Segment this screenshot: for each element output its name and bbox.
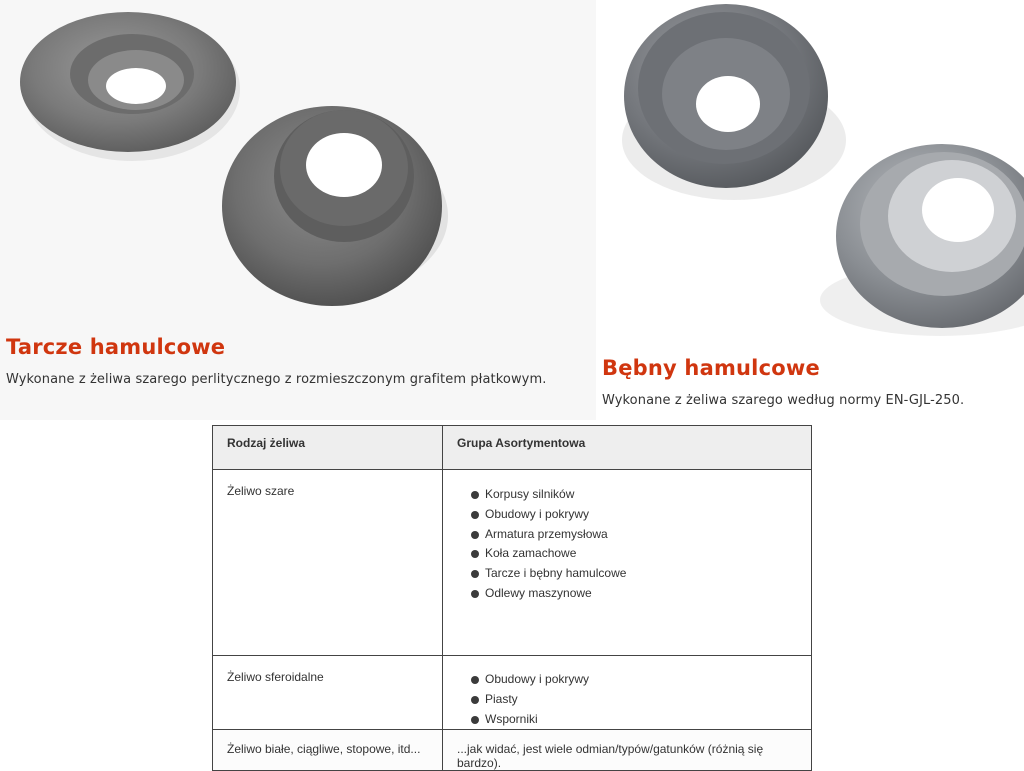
product-group-cell <box>443 470 812 656</box>
list-item: Piasty <box>485 690 797 710</box>
list-item: Tarcze i bębny hamulcowe <box>485 564 797 584</box>
table-row <box>213 656 812 730</box>
table-row <box>213 470 812 656</box>
table-header-row <box>213 426 812 470</box>
cast-iron-type: Żeliwo szare <box>213 470 443 656</box>
list-item: Odlewy maszynowe <box>485 584 797 604</box>
list-item: Obudowy i pokrywy <box>485 505 797 525</box>
product-panel-brake-discs <box>0 0 596 420</box>
product-description: Wykonane z żeliwa szarego perlitycznego z rozmieszczonym grafitem płatkowym. <box>6 372 547 387</box>
product-panel-brake-drums <box>596 0 1024 420</box>
table-row <box>213 730 812 771</box>
list-item: Koła zamachowe <box>485 544 797 564</box>
list-item: Korpusy silników <box>485 485 797 505</box>
cast-iron-table <box>212 425 812 771</box>
product-description: Wykonane z żeliwa szarego według normy EN-GJL-250. <box>602 393 965 408</box>
brake-drums-image <box>596 0 1024 340</box>
product-group-cell <box>443 656 812 730</box>
header-cast-iron-type: Rodzaj żeliwa <box>213 426 443 470</box>
product-title: Tarcze hamulcowe <box>6 335 226 359</box>
product-list <box>457 484 797 604</box>
product-title: Bębny hamulcowe <box>602 356 820 380</box>
list-item: Wsporniki <box>485 710 797 730</box>
product-group-note: ...jak widać, jest wiele odmian/typów/gatunków (różnią się bardzo). <box>443 730 812 771</box>
list-item: Armatura przemysłowa <box>485 525 797 545</box>
product-list <box>457 670 797 729</box>
header-product-group: Grupa Asortymentowa <box>443 426 812 470</box>
list-item: Obudowy i pokrywy <box>485 670 797 690</box>
brake-discs-image <box>0 0 596 320</box>
cast-iron-type: Żeliwo białe, ciągliwe, stopowe, itd... <box>213 730 443 771</box>
cast-iron-type: Żeliwo sferoidalne <box>213 656 443 730</box>
